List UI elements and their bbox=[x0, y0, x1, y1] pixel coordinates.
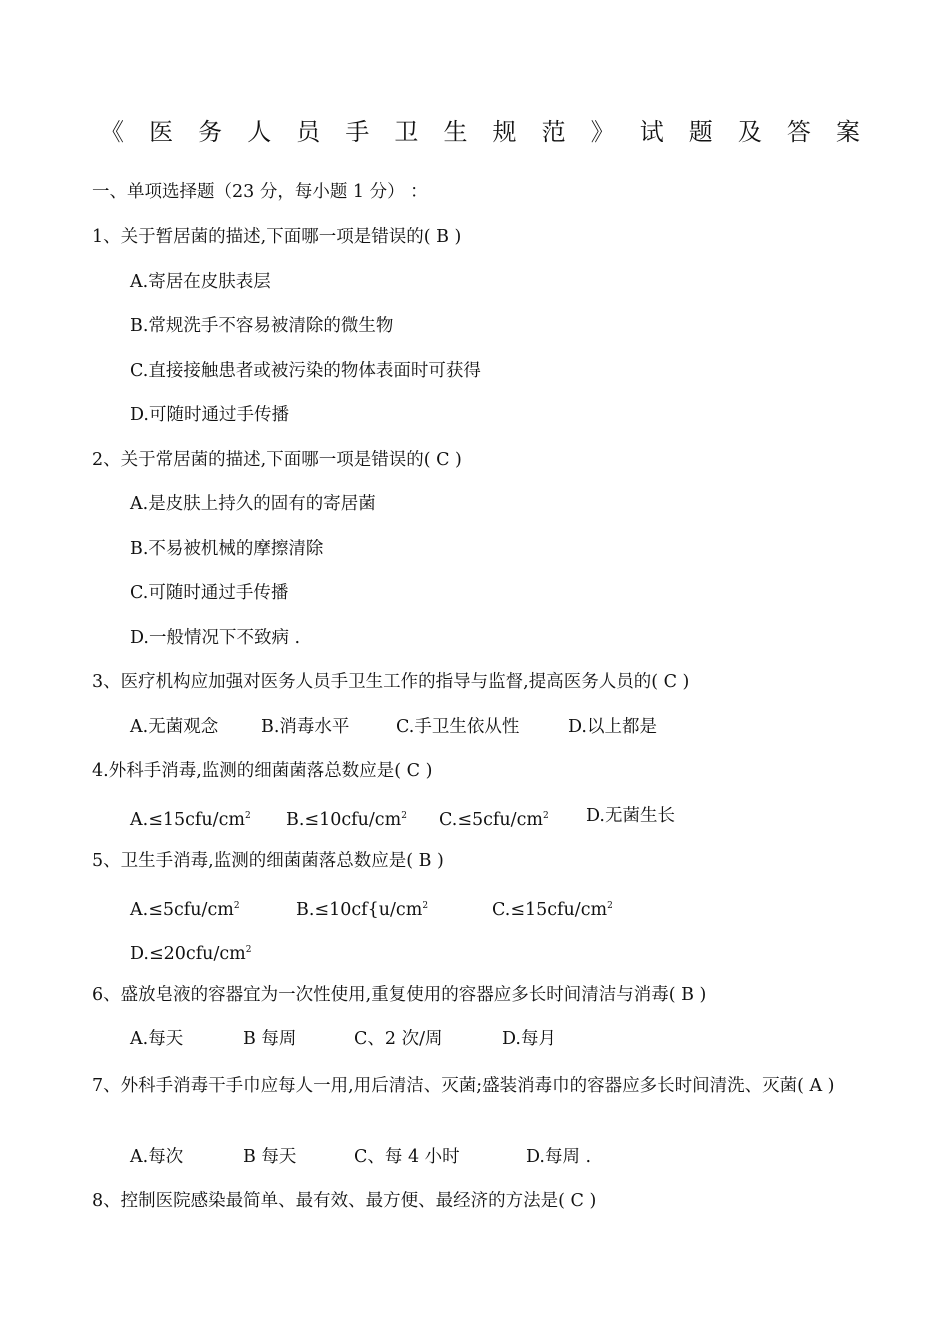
question-5-options bbox=[130, 894, 850, 918]
title-char: 规 bbox=[492, 117, 517, 146]
question-7-option-c: C、每 4 小时 bbox=[354, 1147, 460, 1167]
question-4-option-b-text: B.≤10cfu/cm bbox=[286, 809, 402, 830]
question-5-stem: 5、卫生手消毒,监测的细菌菌落总数应是( B ) bbox=[92, 851, 444, 871]
superscript-2: 2 bbox=[607, 901, 613, 911]
question-1-option-d: D.可随时通过手传播 bbox=[130, 405, 289, 425]
question-8-stem: 8、控制医院感染最简单、最有效、最方便、最经济的方法是( C ) bbox=[92, 1191, 597, 1211]
superscript-2: 2 bbox=[422, 901, 429, 911]
question-5-option-d bbox=[130, 938, 251, 966]
question-5-option-a bbox=[130, 894, 240, 922]
question-4-stem: 4.外科手消毒,监测的细菌菌落总数应是( C ) bbox=[92, 761, 433, 781]
question-4-option-a-text: A.≤15cfu/cm bbox=[130, 809, 245, 830]
question-4-option-d: D.无菌生长 bbox=[586, 806, 675, 826]
question-6-options bbox=[130, 1027, 850, 1051]
question-5-option-d-text: D.≤20cfu/cm bbox=[130, 943, 246, 964]
title-char: 范 bbox=[541, 117, 566, 146]
question-1-option-b: B.常规洗手不容易被清除的微生物 bbox=[130, 316, 394, 336]
title-char: 手 bbox=[345, 117, 370, 146]
question-3-option-c: C.手卫生依从性 bbox=[396, 717, 520, 737]
title-char: 人 bbox=[247, 117, 272, 146]
question-7-option-b: B 每天 bbox=[243, 1147, 297, 1167]
question-2-option-c: C.可随时通过手传播 bbox=[130, 583, 289, 603]
question-4-option-b bbox=[286, 804, 407, 832]
superscript-2: 2 bbox=[233, 901, 240, 911]
question-5-option-b-text: B.≤10cf{u/cm bbox=[296, 899, 423, 920]
question-7-stem: 7、外科手消毒干手巾应每人一用,用后清洁、灭菌;盛装消毒巾的容器应多长时间清洗、灭菌( A ) bbox=[92, 1076, 835, 1096]
title-char: 《 bbox=[100, 117, 124, 146]
title-char: 试 bbox=[639, 117, 664, 146]
superscript-2: 2 bbox=[401, 811, 407, 821]
question-2-option-a: A.是皮肤上持久的固有的寄居菌 bbox=[130, 494, 376, 514]
document-title bbox=[100, 112, 860, 146]
question-2-option-b: B.不易被机械的摩擦清除 bbox=[130, 539, 324, 559]
title-char: 》 bbox=[590, 117, 615, 146]
question-3-stem: 3、医疗机构应加强对医务人员手卫生工作的指导与监督,提高医务人员的( C ) bbox=[92, 672, 690, 692]
question-7-option-a: A.每次 bbox=[130, 1147, 184, 1167]
title-char: 案 bbox=[835, 117, 860, 146]
question-5-option-a-text: A.≤5cfu/cm bbox=[130, 899, 234, 920]
superscript-2: 2 bbox=[244, 811, 251, 821]
question-6-option-c: C、2 次/周 bbox=[354, 1029, 443, 1049]
question-7-options bbox=[130, 1145, 850, 1169]
title-char: 生 bbox=[443, 117, 468, 146]
title-char: 员 bbox=[296, 117, 321, 146]
question-5-option-b bbox=[296, 894, 428, 922]
superscript-2: 2 bbox=[542, 811, 549, 821]
title-char: 务 bbox=[198, 117, 223, 146]
question-5-option-c-text: C.≤15cfu/cm bbox=[492, 899, 608, 920]
question-6-option-a: A.每天 bbox=[130, 1029, 184, 1049]
title-char: 医 bbox=[149, 117, 174, 146]
question-6-option-b: B 每周 bbox=[243, 1029, 297, 1049]
question-6-option-d: D.每月 bbox=[502, 1029, 556, 1049]
question-6-stem: 6、盛放皂液的容器宜为一次性使用,重复使用的容器应多长时间清洁与消毒( B ) bbox=[92, 985, 707, 1005]
question-2-stem: 2、关于常居菌的描述,下面哪一项是错误的( C ) bbox=[92, 450, 462, 470]
question-2-option-d: D.一般情况下不致病 . bbox=[130, 628, 301, 648]
question-3-option-d: D.以上都是 bbox=[568, 717, 657, 737]
question-4-option-a bbox=[130, 804, 251, 832]
question-4-option-c-text: C.≤5cfu/cm bbox=[439, 809, 543, 830]
title-char: 答 bbox=[786, 117, 811, 146]
question-5-option-c bbox=[492, 894, 613, 922]
question-1-option-c: C.直接接触患者或被污染的物体表面时可获得 bbox=[130, 361, 481, 381]
title-char: 及 bbox=[737, 117, 762, 146]
question-4-option-c bbox=[439, 804, 549, 832]
superscript-2: 2 bbox=[245, 945, 252, 955]
title-char: 卫 bbox=[394, 117, 419, 146]
question-1-stem: 1、关于暂居菌的描述,下面哪一项是错误的( B ) bbox=[92, 227, 462, 247]
question-7-option-d: D.每周 . bbox=[526, 1147, 592, 1167]
question-3-options bbox=[130, 715, 850, 739]
section-heading: 一、单项选择题（23 分，每小题 1 分） ： bbox=[92, 182, 428, 202]
title-char: 题 bbox=[688, 117, 713, 146]
question-3-option-b: B.消毒水平 bbox=[261, 717, 350, 737]
question-1-option-a: A.寄居在皮肤表层 bbox=[130, 272, 271, 292]
question-4-options bbox=[130, 804, 850, 828]
question-3-option-a: A.无菌观念 bbox=[130, 717, 219, 737]
